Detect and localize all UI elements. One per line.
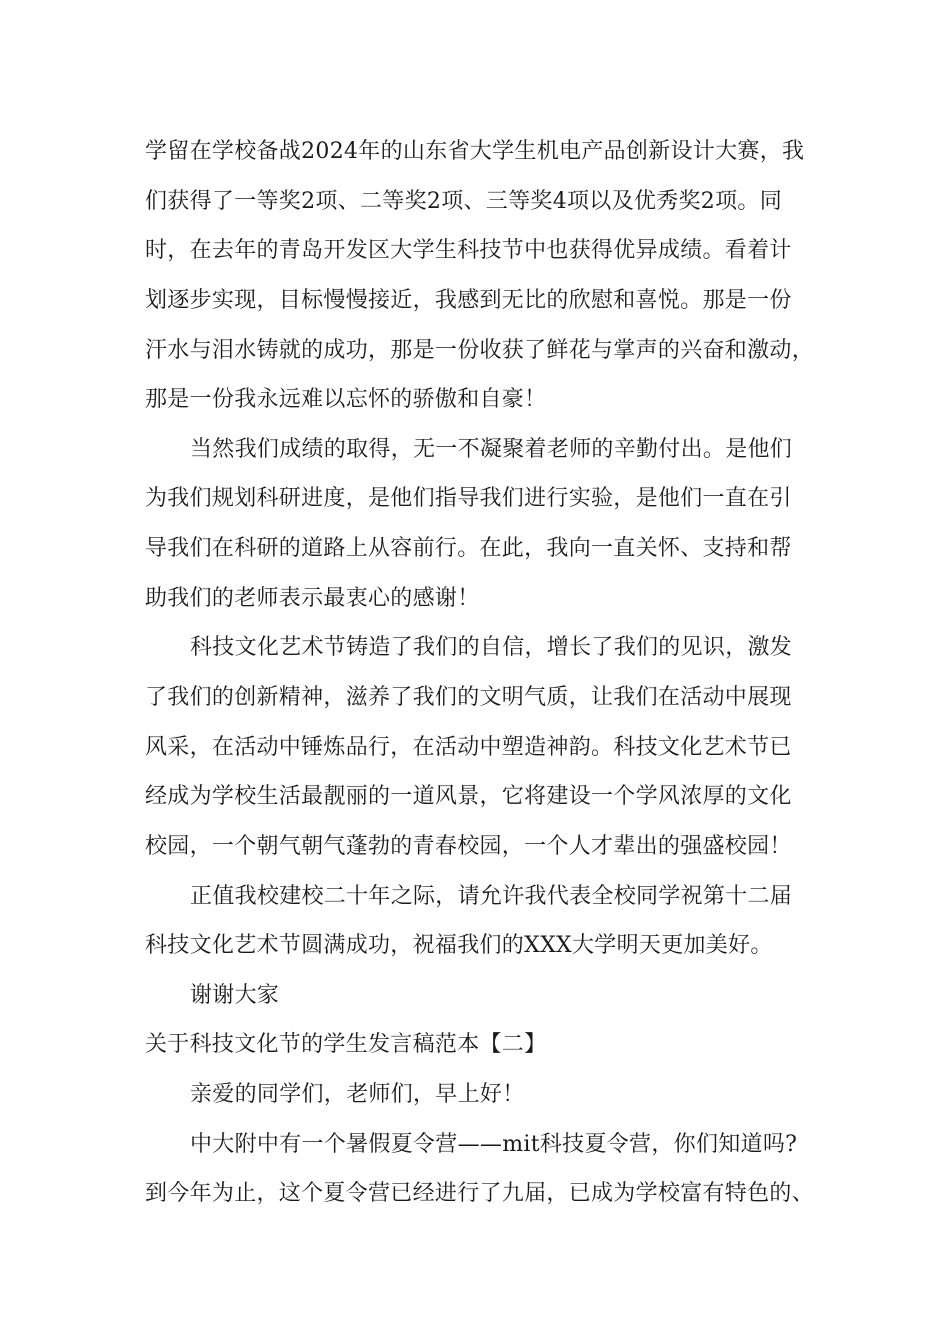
paragraph-line: 为我们规划科研进度，是他们指导我们进行实验，是他们一直在引 <box>145 486 792 511</box>
paragraph-line: 正值我校建校二十年之际，请允许我代表全校同学祝第十二届 <box>190 884 793 909</box>
paragraph-line: 导我们在科研的道路上从容前行。在此，我向一直关怀、支持和帮 <box>145 536 792 561</box>
paragraph-line: 了我们的创新精神，滋养了我们的文明气质，让我们在活动中展现 <box>145 685 792 710</box>
paragraph-line: 们获得了一等奖2项、二等奖2项、三等奖4项以及优秀奖2项。同 <box>145 189 782 214</box>
paragraph-line: 科技文化艺术节圆满成功，祝福我们的XXX大学明天更加美好。 <box>145 933 773 958</box>
paragraph-line: 科技文化艺术节铸造了我们的自信，增长了我们的见识，激发 <box>190 635 793 660</box>
greeting-line: 亲爱的同学们，老师们，早上好！ <box>190 1082 525 1107</box>
paragraph-line: 学留在学校备战2024年的山东省大学生机电产品创新设计大赛，我 <box>145 139 805 164</box>
section-heading: 关于科技文化节的学生发言稿范本【二】 <box>145 1032 547 1057</box>
paragraph-line: 时，在去年的青岛开发区大学生科技节中也获得优异成绩。看着计 <box>145 238 792 263</box>
paragraph-line: 风采，在活动中锤炼品行，在活动中塑造神韵。科技文化艺术节已 <box>145 735 792 760</box>
paragraph-line: 那是一份我永远难以忘怀的骄傲和自豪！ <box>145 387 547 412</box>
paragraph-line: 中大附中有一个暑假夏令营——mit科技夏令营，你们知道吗? <box>190 1132 798 1157</box>
paragraph-line: 划逐步实现，目标慢慢接近，我感到无比的欣慰和喜悦。那是一份 <box>145 288 792 313</box>
paragraph-line: 助我们的老师表示最衷心的感谢！ <box>145 586 480 611</box>
paragraph-line: 到今年为止，这个夏令营已经进行了九届，已成为学校富有特色的、 <box>145 1181 815 1206</box>
paragraph-line: 经成为学校生活最靓丽的一道风景，它将建设一个学风浓厚的文化 <box>145 784 792 809</box>
closing-line: 谢谢大家 <box>190 983 280 1008</box>
paragraph-line: 当然我们成绩的取得，无一不凝聚着老师的辛勤付出。是他们 <box>190 437 793 462</box>
paragraph-line: 汗水与泪水铸就的成功，那是一份收获了鲜花与掌声的兴奋和激动， <box>145 338 815 363</box>
paragraph-line: 校园，一个朝气朝气蓬勃的青春校园，一个人才辈出的强盛校园！ <box>145 834 792 859</box>
